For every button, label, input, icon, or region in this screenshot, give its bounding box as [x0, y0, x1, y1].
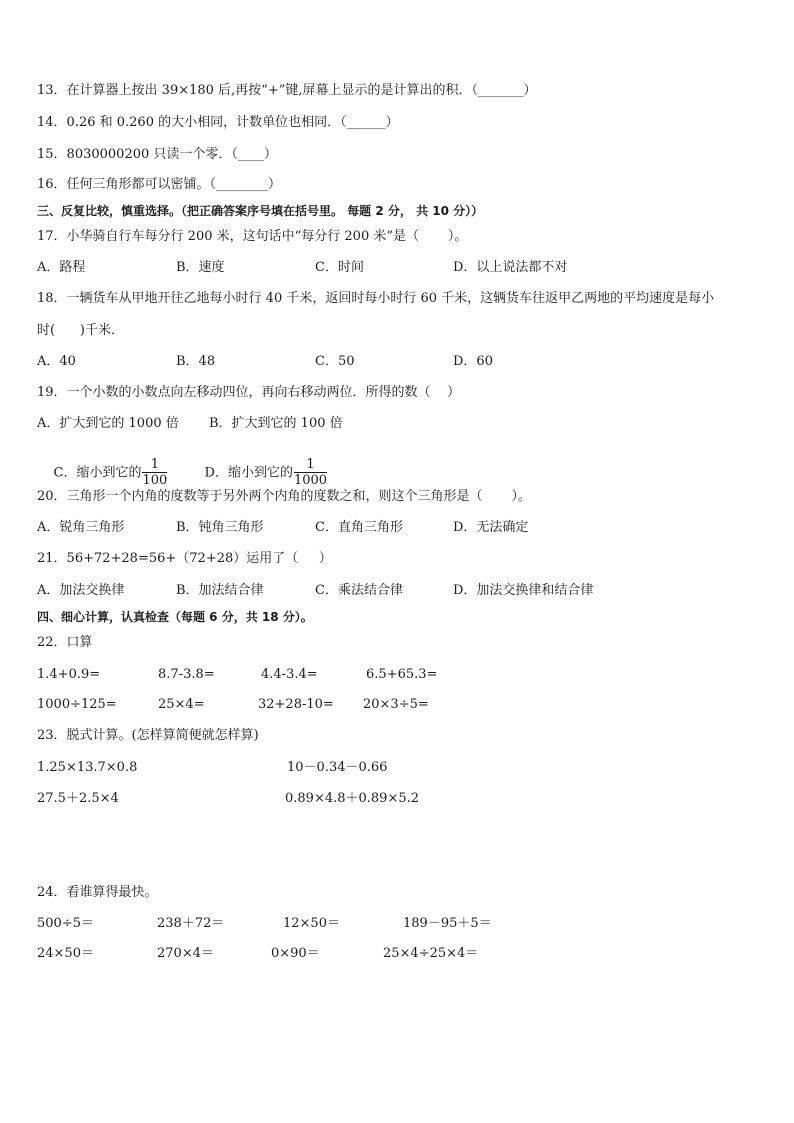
question-22-title: 22．口算 [37, 635, 93, 650]
q24-item: 270×4＝ [157, 946, 214, 961]
q20-option-d: D．无法确定 [453, 520, 529, 535]
question-17-stem: 17．小华骑自行车每分行 200 米，这句话中“每分行 200 米”是（ ）。 [37, 229, 468, 244]
q23-item: 0.89×4.8＋0.89×5.2 [285, 791, 420, 806]
q23-item: 27.5＋2.5×4 [37, 791, 119, 806]
q21-option-d: D．加法交换律和结合律 [453, 583, 594, 598]
q22-item: 32+28-10= [258, 697, 334, 712]
fraction-numerator: 1 [294, 458, 327, 473]
q22-item: 25×4= [158, 697, 205, 712]
q17-option-b: B．速度 [176, 260, 225, 275]
q22-item: 1000÷125= [37, 697, 117, 712]
question-16: 16．任何三角形都可以密铺。（________） [37, 177, 282, 192]
question-14: 14．0.26 和 0.260 的大小相同，计数单位也相同．（______） [37, 115, 399, 130]
question-20-stem: 20．三角形一个内角的度数等于另外两个内角的度数之和，则这个三角形是（ ）。 [37, 489, 531, 504]
q24-item: 0×90＝ [271, 946, 320, 961]
q20-option-b: B．钝角三角形 [176, 520, 264, 535]
fraction-1-100 [142, 458, 167, 488]
section-4-heading: 四、细心计算，认真检查（每题 6 分，共 18 分）。 [37, 610, 313, 624]
q19-option-a: A．扩大到它的 1000 倍 [37, 416, 179, 431]
q22-item: 4.4-3.4= [261, 667, 318, 682]
fraction-denominator: 1000 [293, 473, 328, 488]
q18-option-c: C．50 [315, 354, 355, 369]
q17-option-c: C．时间 [315, 260, 364, 275]
q18-option-a: A．40 [37, 354, 76, 369]
question-21-stem: 21．56+72+28=56+（72+28）运用了（ ） [37, 551, 332, 566]
q21-option-c: C．乘法结合律 [315, 583, 403, 598]
q18-option-d: D．60 [453, 354, 493, 369]
q24-item: 24×50＝ [37, 946, 94, 961]
q24-item: 238＋72＝ [157, 916, 225, 931]
q23-item: 10－0.34－0.66 [287, 760, 388, 775]
q21-option-b: B．加法结合律 [176, 583, 264, 598]
q18-option-b: B．48 [176, 354, 216, 369]
q22-item: 8.7-3.8= [158, 667, 215, 682]
question-15: 15．8030000200 只读一个零．（____） [37, 147, 277, 162]
q19-option-b: B．扩大到它的 100 倍 [209, 416, 343, 431]
q19-option-d-label: D．缩小到它的 [204, 465, 293, 481]
q22-item: 1.4+0.9= [37, 667, 101, 682]
question-18-stem-line1: 18．一辆货车从甲地开往乙地每小时行 40 千米，返回时每小时行 60 千米，这辆货车往返甲乙两地的平均速度是每小 [37, 291, 715, 306]
q24-item: 500÷5＝ [37, 916, 94, 931]
fraction-numerator: 1 [142, 458, 167, 473]
question-23-title: 23．脱式计算。(怎样算简便就怎样算) [37, 728, 259, 743]
q24-item: 189－95＋5＝ [403, 916, 492, 931]
q19-option-c-label: C．缩小到它的 [53, 465, 142, 481]
q24-item: 12×50＝ [283, 916, 340, 931]
question-18-stem-line2: 时( )千米． [37, 323, 124, 338]
fraction-denominator: 100 [142, 473, 168, 488]
q17-option-a: A．路程 [37, 260, 86, 275]
q20-option-c: C．直角三角形 [315, 520, 403, 535]
q22-item: 20×3÷5= [363, 697, 429, 712]
q22-item: 6.5+65.3= [366, 667, 438, 682]
question-24-title: 24．看谁算得最快。 [37, 885, 158, 900]
q24-item: 25×4÷25×4＝ [383, 946, 479, 961]
fraction-1-1000 [294, 458, 327, 488]
q17-option-d: D．以上说法都不对 [453, 260, 568, 275]
q23-item: 1.25×13.7×0.8 [37, 760, 138, 775]
question-19-stem: 19．一个小数的小数点向左移动四位，再向右移动两位．所得的数（ ） [37, 385, 461, 400]
q20-option-a: A．锐角三角形 [37, 520, 125, 535]
q21-option-a: A．加法交换律 [37, 583, 125, 598]
section-3-heading: 三、反复比较，慎重选择。（把正确答案序号填在括号里。 每题 2 分， 共 10 分）） [37, 204, 484, 218]
question-13: 13．在计算器上按出 39×180 后,再按“+”键,屏幕上显示的是计算出的积．（_______） [37, 83, 537, 98]
